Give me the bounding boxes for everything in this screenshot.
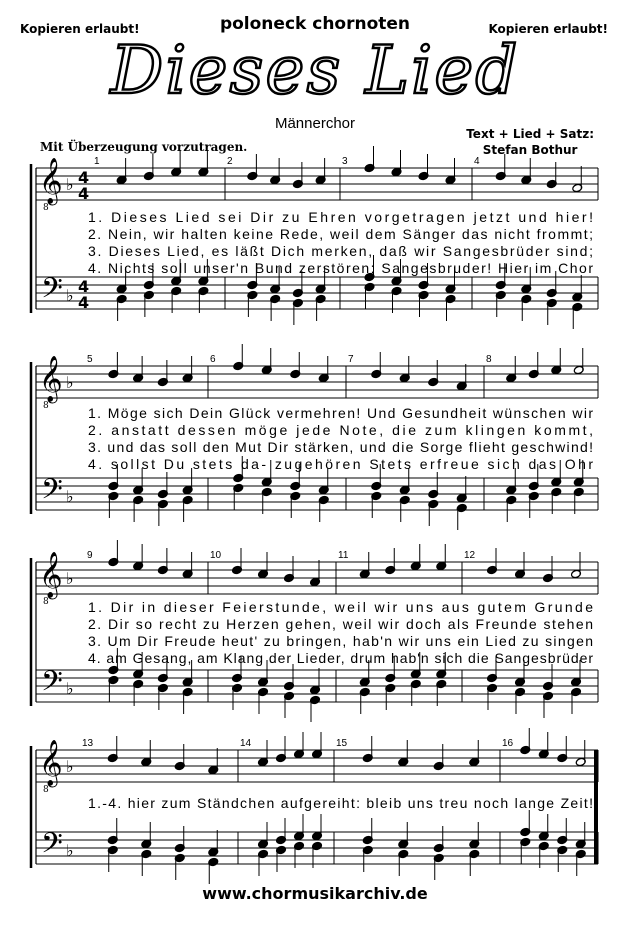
credit-line-1: Text + Lied + Satz:	[466, 127, 594, 141]
bass-clef-icon: 𝄢	[41, 827, 63, 867]
credit-line-2: Stefan Bothur	[482, 143, 578, 157]
choir-type: Männerchor	[274, 115, 356, 132]
lyric-line: 3. Um Dir Freude heut' zu bringen, hab'n wir uns ein Lied zu singen	[88, 633, 594, 649]
flat-key-signature: ♭	[66, 841, 74, 860]
lyric-line: 2. Dir so recht zu Herzen gehen, weil wir doch als Freunde stehen	[88, 616, 593, 632]
lyric-line: 4. Nichts soll unser'n Bund zerstören: Sangesbruder! Hier im Chor	[88, 260, 593, 276]
treble-clef-icon: 𝄞	[39, 158, 63, 204]
measure-number: 6	[210, 354, 216, 365]
flat-key-signature: ♭	[66, 757, 74, 776]
lyrics-block	[88, 795, 593, 811]
measure-number: 3	[342, 156, 348, 167]
flat-key-signature: ♭	[66, 373, 74, 392]
lyric-line: 4. am Gesang, am Klang der Lieder, drum hab'n sich die Sangesbrüder	[88, 650, 593, 666]
lyric-line: 3. und das soll den Mut Dir stärken, und die Sorge flieht geschwind!	[88, 439, 593, 455]
time-signature-top: 4	[78, 277, 90, 296]
lyrics-block	[88, 599, 593, 666]
lyric-line: 2. Nein, wir halten keine Rede, weil dem Sänger das nicht frommt;	[88, 226, 593, 242]
measure-number: 15	[336, 738, 348, 749]
system-2	[31, 344, 598, 530]
octave-mark: 8	[43, 203, 49, 213]
system-3	[31, 540, 598, 722]
final-barline	[594, 750, 598, 864]
lyric-line: 1. Möge sich Dein Glück vermehren! Und Gesundheit wünschen wir	[88, 405, 593, 421]
octave-mark: 8	[43, 785, 49, 795]
treble-clef-icon: 𝄞	[39, 740, 63, 786]
lyric-line: 1. Dieses Lied sei Dir zu Ehren vorgetragen jetzt und hier!	[88, 209, 593, 225]
time-signature-bottom: 4	[78, 293, 90, 312]
octave-mark: 8	[43, 401, 49, 411]
flat-key-signature: ♭	[66, 679, 74, 698]
lyrics-block	[88, 405, 593, 472]
flat-key-signature: ♭	[66, 569, 74, 588]
measure-number: 13	[82, 738, 94, 749]
bass-clef-icon: 𝄢	[41, 473, 63, 513]
measure-number: 5	[87, 354, 93, 365]
copy-notice-left: Kopieren erlaubt!	[20, 22, 140, 36]
treble-clef-icon: 𝄞	[39, 552, 63, 598]
measure-number: 14	[240, 738, 252, 749]
treble-clef-icon: 𝄞	[39, 356, 63, 402]
lyric-line: 4. sollst Du stets da- zugehören Stets erfreue sich das Ohr	[88, 456, 593, 472]
lyric-line: 1.-4. hier zum Ständchen aufgereiht: bleib uns treu noch lange Zeit!	[88, 795, 593, 811]
system-1	[31, 146, 598, 329]
lyric-line: 1. Dir in dieser Feierstunde, weil wir uns aus gutem Grunde	[88, 599, 594, 615]
measure-number: 10	[210, 550, 222, 561]
song-title: Dieses Lied	[110, 32, 520, 109]
copy-notice-right: Kopieren erlaubt!	[488, 22, 608, 36]
lyric-line: 2. anstatt dessen möge jede Note, die zum klingen kommt,	[88, 422, 593, 438]
measure-number: 9	[87, 550, 93, 561]
lyrics-block	[88, 209, 593, 276]
measure-number: 1	[94, 156, 100, 167]
publisher-name: poloneck chornoten	[219, 14, 411, 34]
flat-key-signature: ♭	[66, 487, 74, 506]
system-4	[31, 728, 598, 884]
measure-number: 11	[338, 550, 349, 561]
time-signature-bottom: 4	[78, 184, 90, 203]
measure-number: 7	[348, 354, 354, 365]
time-signature-top: 4	[78, 168, 90, 187]
footer-url: www.chormusikarchiv.de	[202, 884, 428, 903]
measure-number: 2	[227, 156, 233, 167]
flat-key-signature: ♭	[66, 286, 74, 305]
octave-mark: 8	[43, 597, 49, 607]
bass-clef-icon: 𝄢	[41, 272, 63, 312]
bass-clef-icon: 𝄢	[41, 665, 63, 705]
tempo-marking: Mit Überzeugung vorzutragen.	[40, 140, 248, 154]
measure-number: 16	[502, 738, 514, 749]
measure-number: 4	[474, 156, 480, 167]
flat-key-signature: ♭	[66, 175, 74, 194]
measure-number: 12	[464, 550, 476, 561]
measure-number: 8	[486, 354, 492, 365]
lyric-line: 3. Dieses Lied, es läßt Dich merken, daß wir Sangesbrüder sind;	[88, 243, 594, 259]
